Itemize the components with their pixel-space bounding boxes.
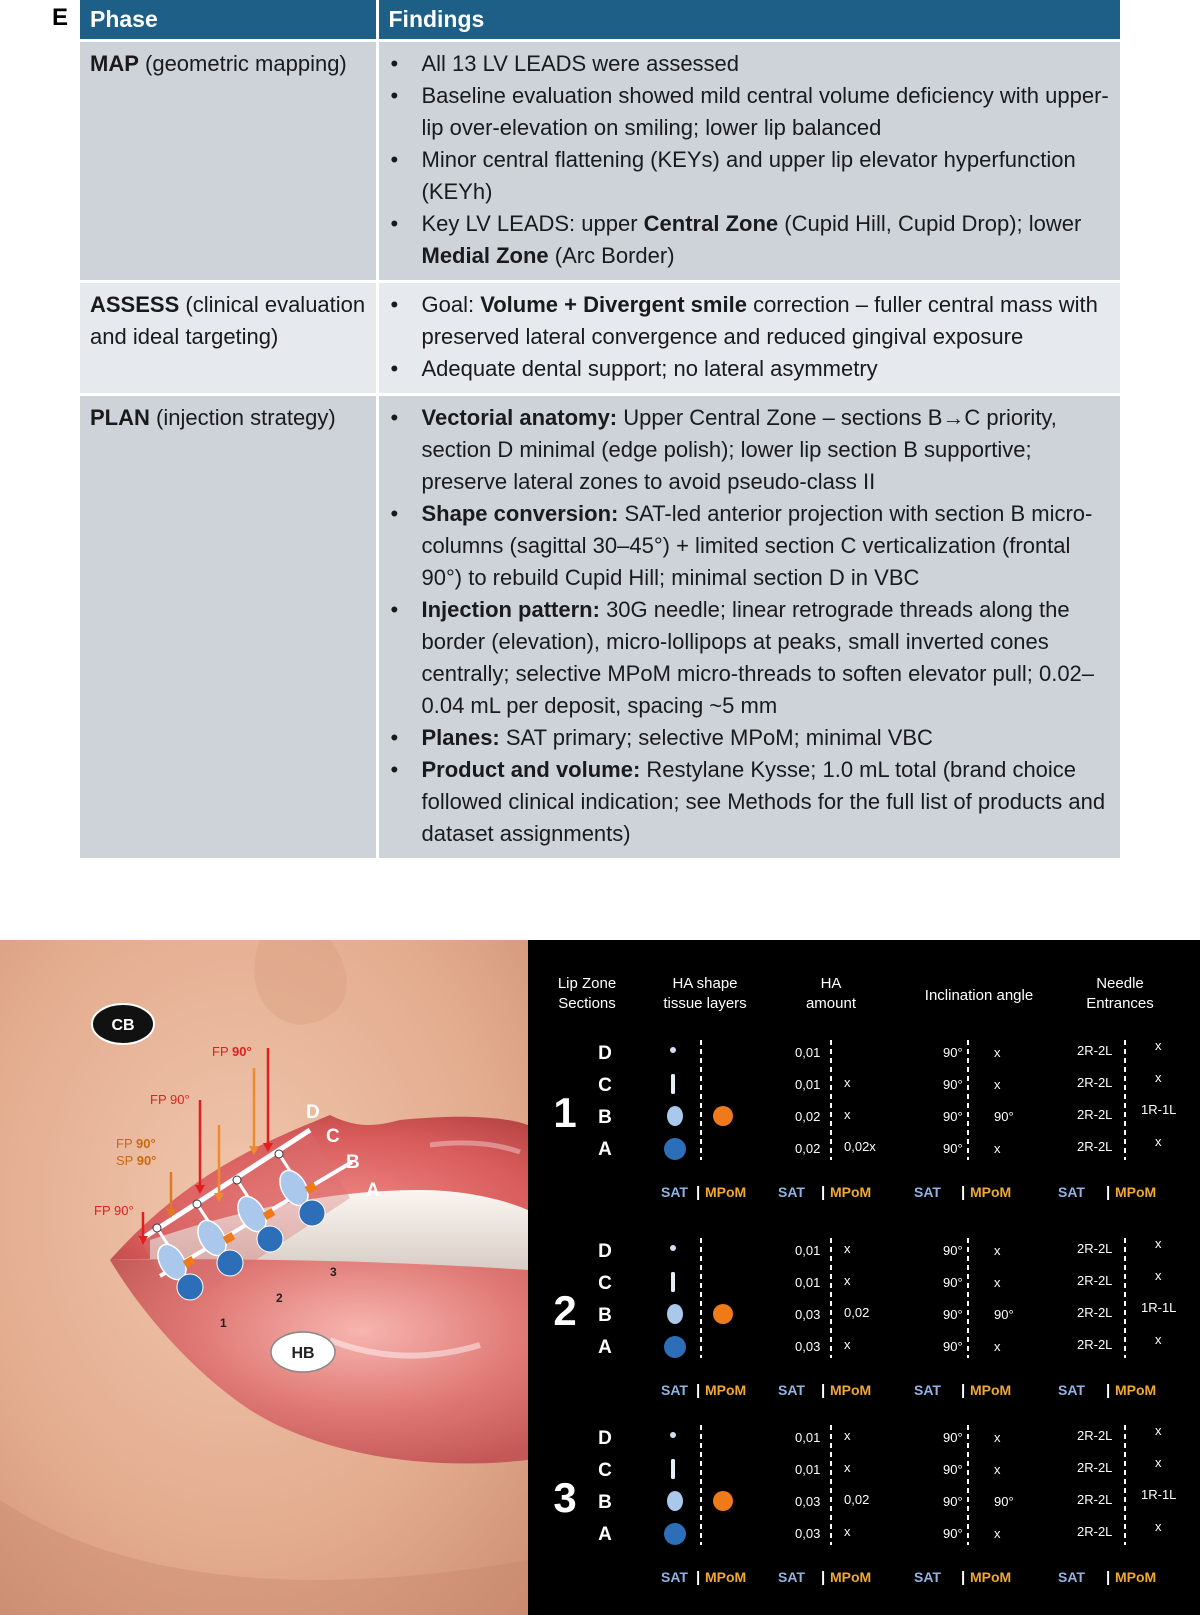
section-letter: C [598,1460,612,1481]
ha-amount-sat: 0,01 [795,1243,821,1258]
injection-figure [0,940,1200,1615]
header-findings: Findings [377,0,1120,40]
phase-name: MAP [90,50,139,76]
injection-scheme-panel [528,940,1200,1615]
section-letter: C [598,1273,612,1294]
finding-item [389,402,1111,498]
zone-number: 3 [330,1265,337,1279]
ha-bolus [217,1250,243,1276]
section-letter-c: C [326,1126,340,1147]
hb-label: HB [291,1345,315,1362]
finding-text: All 13 LV LEADS were assessed [421,50,740,76]
ha-oval-shape [667,1304,683,1324]
finding-text: SAT-led anterior projection with section B micro-columns (sagittal 30–45°) + limited section C verticalization (frontal 90°) to rebuild Cupid Hill; minimal section D in VBC [421,500,1093,590]
ha-amount-mpom: x [844,1241,851,1256]
finding-text: Key LV LEADS: upper [421,210,644,236]
table-row [80,281,1120,394]
needle-mpom: x [1155,1519,1162,1534]
ha-oval-shape [667,1106,683,1126]
finding-keyword: Planes: [421,724,500,750]
header-phase: Phase [80,0,377,40]
angle-sat: 90° [943,1077,963,1092]
sat-label: SAT [778,1382,805,1398]
sat-label: SAT [1058,1184,1085,1200]
zone-number: 2 [276,1291,283,1305]
section-letter: A [598,1337,612,1358]
angle-mpom: x [994,1462,1001,1477]
angle-mpom: x [994,1045,1001,1060]
angle-sat: 90° [943,1494,963,1509]
angle-sat: 90° [943,1462,963,1477]
scheme-header: Sections [558,995,616,1012]
arrow-label [150,1092,190,1107]
ha-dot-shape [670,1432,676,1438]
needle-mpom: x [1155,1134,1162,1149]
column-dot [275,1150,283,1158]
arrow-label-plane: FP 90° [94,1203,134,1218]
section-letter: A [598,1524,612,1545]
zone-number-3: 3 [553,1474,577,1521]
needle-mpom: x [1155,1070,1162,1085]
findings-list [389,48,1111,272]
ha-amount-sat: 0,01 [795,1077,821,1092]
angle-sat: 90° [943,1141,963,1156]
section-letter: A [598,1139,612,1160]
ha-amount-mpom: 0,02 [844,1492,870,1507]
needle-mpom: x [1155,1423,1162,1438]
column-dot [193,1200,201,1208]
ha-amount-sat: 0,03 [795,1526,821,1541]
ha-amount-mpom: x [844,1460,851,1475]
ha-amount-sat: 0,02 [795,1141,821,1156]
ha-amount-mpom: x [844,1075,851,1090]
section-letter: D [598,1428,612,1449]
needle-mpom: x [1155,1268,1162,1283]
mpom-label: MPoM [1115,1184,1157,1200]
ha-amount-mpom: x [844,1273,851,1288]
table-header-row [80,0,1120,40]
sat-label: SAT [661,1184,688,1200]
ha-bolus [299,1200,325,1226]
needle-sat: 2R-2L [1077,1428,1113,1443]
separator: | [961,1184,966,1201]
needle-mpom: 1R-1L [1141,1102,1177,1117]
ha-amount-mpom: 0,02x [844,1139,876,1154]
ha-column-shape [671,1074,675,1094]
scheme-header: HA shape [672,975,738,992]
finding-keyword: Shape conversion: [421,500,619,526]
angle-sat: 90° [943,1109,963,1124]
ha-amount-mpom: x [844,1428,851,1443]
needle-sat: 2R-2L [1077,1107,1113,1122]
mpom-label: MPoM [705,1184,747,1200]
separator: | [696,1569,701,1586]
separator: | [961,1382,966,1399]
scheme-header: amount [805,995,857,1012]
arrow-label [94,1203,134,1218]
sat-label: SAT [1058,1569,1085,1585]
ha-amount-sat: 0,02 [795,1109,821,1124]
finding-item [389,594,1111,722]
sat-label: SAT [914,1382,941,1398]
finding-text: correction – fuller central mass with preserved lateral convergence and reduced gingival exposure [421,291,1098,349]
scheme-header: Entrances [1086,995,1154,1012]
column-dot [153,1224,161,1232]
column-dot [233,1176,241,1184]
ha-amount-mpom: 0,02 [844,1305,870,1320]
section-letter: B [598,1305,612,1326]
finding-text: Baseline evaluation showed mild central volume deficiency with upper-lip over-elevation on smiling; lower lip balanced [421,82,1109,140]
section-letter-b: B [346,1152,360,1173]
mpom-bolus-shape [713,1491,733,1511]
phase-name: ASSESS [90,291,180,317]
finding-keyword: Medial Zone [421,242,549,268]
arrow-label-plane: SP [116,1153,137,1168]
needle-sat: 2R-2L [1077,1492,1113,1507]
arrow-label-plane: FP 90° [150,1092,190,1107]
needle-sat: 2R-2L [1077,1460,1113,1475]
finding-text: Adequate dental support; no lateral asymmetry [421,355,878,381]
ha-amount-sat: 0,01 [795,1045,821,1060]
separator: | [696,1184,701,1201]
angle-sat: 90° [943,1243,963,1258]
section-letter: C [598,1075,612,1096]
sat-label: SAT [1058,1382,1085,1398]
mpom-label: MPoM [970,1184,1012,1200]
finding-keyword: Central Zone [643,210,779,236]
cb-label: CB [111,1017,135,1034]
ha-bolus-shape [664,1523,686,1545]
ha-bolus [177,1274,203,1300]
finding-item [389,208,1111,272]
mpom-label: MPoM [705,1382,747,1398]
scheme-header: tissue layers [663,995,747,1012]
sat-label: SAT [661,1569,688,1585]
arrow-label [116,1153,156,1168]
ha-amount-sat: 0,03 [795,1494,821,1509]
sat-label: SAT [778,1569,805,1585]
phase-cell [80,40,377,281]
mpom-bolus-shape [713,1106,733,1126]
finding-keyword: Injection pattern: [421,596,600,622]
needle-sat: 2R-2L [1077,1075,1113,1090]
needle-sat: 2R-2L [1077,1305,1113,1320]
sat-label: SAT [778,1184,805,1200]
angle-sat: 90° [943,1045,963,1060]
section-letter-a: A [366,1180,380,1201]
arrow-label-angle: 90° [136,1153,157,1168]
mpom-label: MPoM [830,1382,872,1398]
finding-text: (Arc Border) [548,242,675,268]
ha-amount-mpom: x [844,1524,851,1539]
ha-dot-shape [670,1245,676,1251]
arrow-label-plane: FP [116,1136,136,1151]
arrow-label-plane: FP [212,1044,232,1059]
section-letter: D [598,1043,612,1064]
sat-label: SAT [914,1569,941,1585]
finding-text: Upper Central Zone – sections B→C priority, section D minimal (edge polish); lower lip section B supportive; preserve lateral zones to avoid pseudo-class II [421,404,1057,494]
scheme-header: Inclination angle [924,987,1034,1004]
arrow-label-angle: 90° [232,1044,252,1059]
mpom-label: MPoM [1115,1569,1157,1585]
ha-bolus-shape [664,1336,686,1358]
mpom-bolus-shape [713,1304,733,1324]
ha-amount-mpom: x [844,1107,851,1122]
angle-sat: 90° [943,1307,963,1322]
needle-sat: 2R-2L [1077,1273,1113,1288]
findings-cell [377,281,1120,394]
arrow-label-angle: 90° [136,1136,156,1151]
separator: | [1106,1569,1111,1586]
finding-text: 30G needle; linear retrograde threads along the border (elevation), micro-lollipops at peaks, small inverted cones centrally; selective MPoM micro-threads to soften elevator pull; 0.02–0.04 mL per deposit, spacing ~5 mm [421,596,1095,718]
mpom-label: MPoM [705,1569,747,1585]
mpom-label: MPoM [970,1382,1012,1398]
separator: | [961,1569,966,1586]
injection-scheme-diagram [528,940,1200,1615]
section-letter: B [598,1492,612,1513]
ha-amount-sat: 0,01 [795,1430,821,1445]
ha-amount-sat: 0,01 [795,1462,821,1477]
needle-sat: 2R-2L [1077,1241,1113,1256]
finding-item [389,754,1111,850]
angle-mpom: x [994,1141,1001,1156]
finding-item [389,289,1111,353]
mpom-label: MPoM [1115,1382,1157,1398]
ha-column-shape [671,1459,675,1479]
separator: | [821,1569,826,1586]
needle-sat: 2R-2L [1077,1043,1113,1058]
cb-badge [92,1004,154,1044]
angle-sat: 90° [943,1430,963,1445]
finding-item [389,722,1111,754]
ha-amount-sat: 0,03 [795,1307,821,1322]
separator: | [821,1382,826,1399]
ha-oval-shape [667,1491,683,1511]
ha-amount-mpom: x [844,1337,851,1352]
finding-item [389,48,1111,80]
findings-list [389,402,1111,850]
needle-mpom: 1R-1L [1141,1487,1177,1502]
needle-mpom: x [1155,1236,1162,1251]
angle-mpom: x [994,1243,1001,1258]
phase-cell [80,394,377,858]
section-letter: B [598,1107,612,1128]
needle-sat: 2R-2L [1077,1337,1113,1352]
ha-amount-sat: 0,01 [795,1275,821,1290]
needle-mpom: x [1155,1038,1162,1053]
finding-text: SAT primary; selective MPoM; minimal VBC [499,724,933,750]
angle-mpom: 90° [994,1307,1014,1322]
mpom-label: MPoM [970,1569,1012,1585]
finding-text: (Cupid Hill, Cupid Drop); lower [778,210,1082,236]
angle-mpom: 90° [994,1494,1014,1509]
table-row [80,394,1120,858]
finding-keyword: Volume + Divergent smile [480,291,747,317]
needle-sat: 2R-2L [1077,1524,1113,1539]
phase-name: PLAN [90,404,150,430]
section-letter: D [598,1241,612,1262]
scheme-header: HA [820,975,842,992]
sat-label: SAT [914,1184,941,1200]
angle-mpom: x [994,1275,1001,1290]
lip-photo-illustration [0,940,528,1615]
angle-mpom: x [994,1077,1001,1092]
finding-text: Minor central flattening (KEYs) and upper lip elevator hyperfunction (KEYh) [421,146,1076,204]
angle-mpom: x [994,1339,1001,1354]
section-letter-d: D [306,1102,320,1123]
phase-description: (geometric mapping) [138,50,347,76]
finding-text: Restylane Kysse; 1.0 mL total (brand choice followed clinical indication; see Methods for the full list of products and dataset assignments) [421,756,1106,846]
finding-item [389,144,1111,208]
ha-bolus-shape [664,1138,686,1160]
finding-keyword: Vectorial anatomy: [421,404,618,430]
finding-item [389,498,1111,594]
needle-mpom: x [1155,1455,1162,1470]
angle-sat: 90° [943,1275,963,1290]
needle-mpom: x [1155,1332,1162,1347]
ha-bolus [257,1226,283,1252]
separator: | [1106,1382,1111,1399]
needle-sat: 2R-2L [1077,1139,1113,1154]
zone-number-2: 2 [553,1287,577,1334]
finding-keyword: Product and volume: [421,756,641,782]
separator: | [696,1382,701,1399]
finding-text: Goal: [421,291,481,317]
mpom-label: MPoM [830,1184,872,1200]
angle-sat: 90° [943,1339,963,1354]
findings-cell [377,40,1120,281]
hb-badge [271,1332,335,1372]
angle-sat: 90° [943,1526,963,1541]
finding-item [389,353,1111,385]
needle-mpom: 1R-1L [1141,1300,1177,1315]
angle-mpom: x [994,1526,1001,1541]
ha-amount-sat: 0,03 [795,1339,821,1354]
phase-description: (clinical evaluation and ideal targeting) [90,291,366,349]
scheme-header: Needle [1096,975,1144,992]
zone-number-1: 1 [553,1089,577,1136]
finding-item [389,80,1111,144]
phase-description: (injection strategy) [149,404,336,430]
angle-mpom: 90° [994,1109,1014,1124]
findings-list [389,289,1111,385]
ha-column-shape [671,1272,675,1292]
arrow-label [212,1044,252,1059]
mpom-label: MPoM [830,1569,872,1585]
separator: | [821,1184,826,1201]
separator: | [1106,1184,1111,1201]
scheme-header: Lip Zone [557,975,617,992]
sat-label: SAT [661,1382,688,1398]
findings-cell [377,394,1120,858]
findings-table [80,0,1120,858]
table-row [80,40,1120,281]
zone-number: 1 [220,1316,227,1330]
ha-dot-shape [670,1047,676,1053]
panel-label-e: E [52,4,69,31]
angle-mpom: x [994,1430,1001,1445]
phase-cell [80,281,377,394]
arrow-label [116,1136,156,1151]
